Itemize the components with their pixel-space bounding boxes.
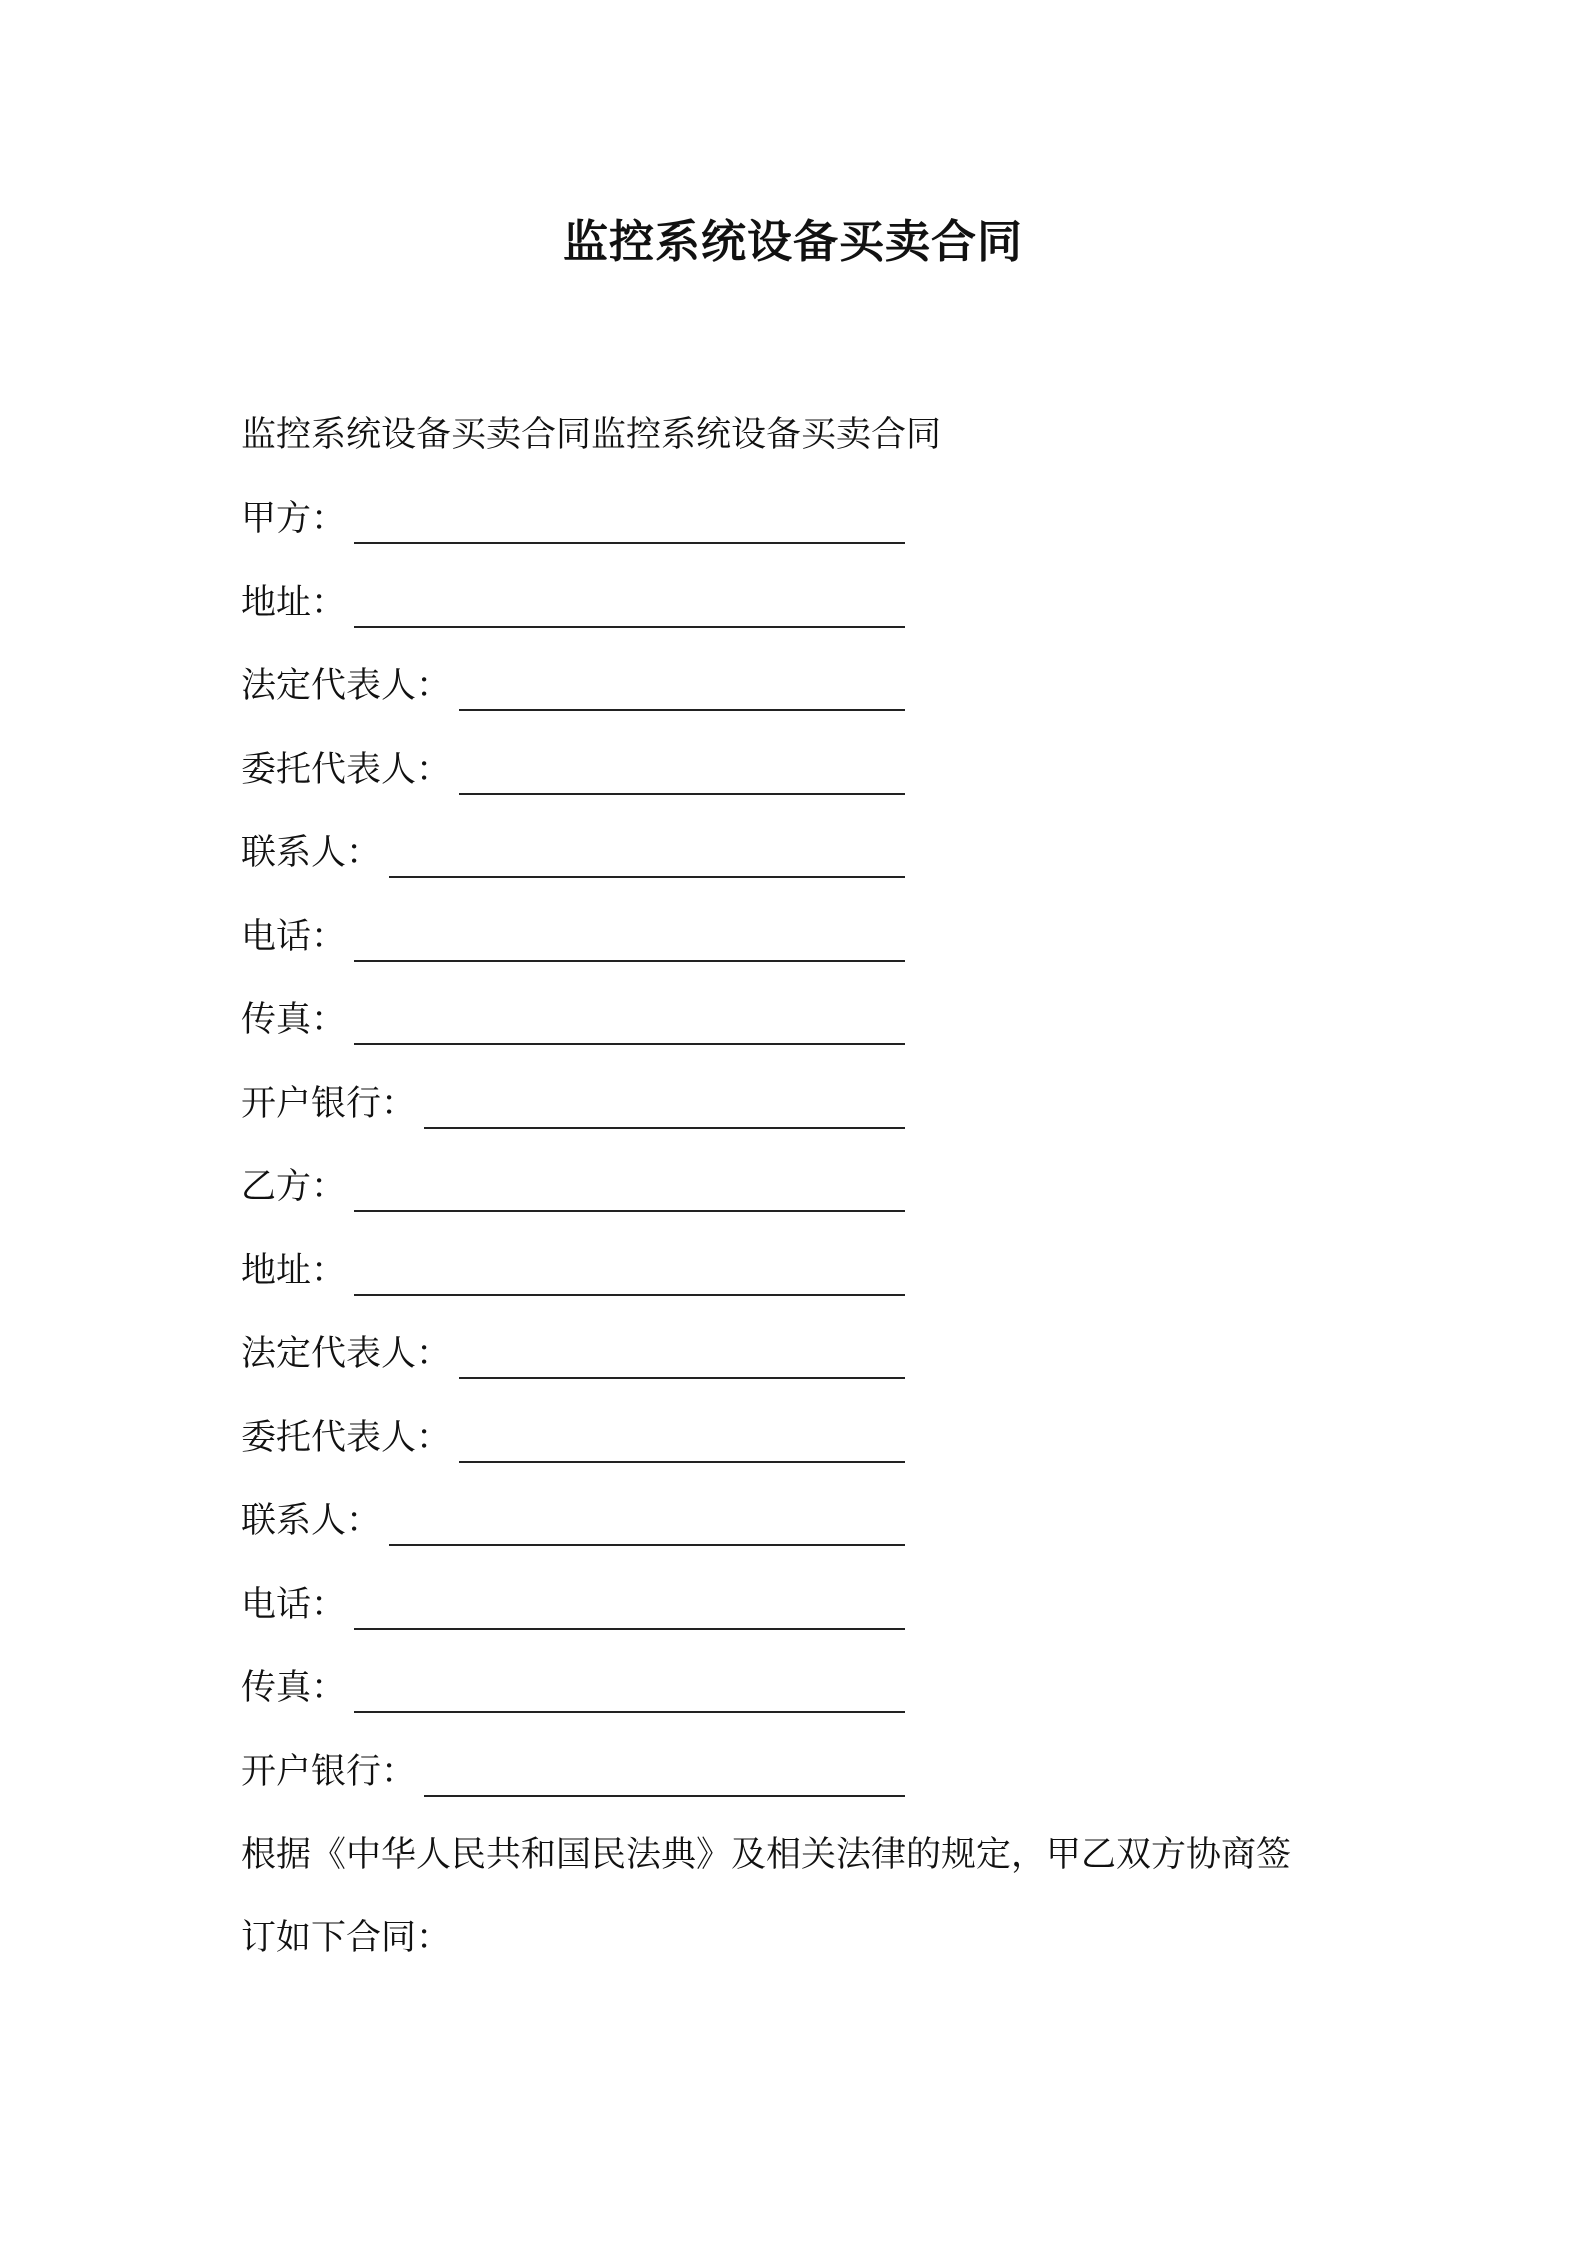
document-subtitle: 监控系统设备买卖合同监控系统设备买卖合同 [241,415,942,455]
field-label: 法定代表人： [241,1334,452,1374]
field-label: 甲方： [241,499,347,539]
document-title: 监控系统设备买卖合同 [562,215,1023,268]
fill-in-blank[interactable] [354,494,905,544]
field-label: 开户银行： [241,1084,417,1124]
fill-in-blank[interactable] [424,1747,905,1797]
fill-in-blank[interactable] [354,578,905,628]
fill-in-blank[interactable] [389,828,905,878]
field-row [241,1079,905,1129]
fill-in-blank[interactable] [354,1663,905,1713]
field-row [241,828,905,878]
preamble-line-1: 根据《中华人民共和国民法典》及相关法律的规定，甲乙双方协商签 [241,1835,1292,1875]
field-label: 委托代表人： [241,750,452,790]
field-row [241,745,905,795]
fill-in-blank[interactable] [354,995,905,1045]
field-row [241,661,905,711]
field-row [241,494,905,544]
fill-in-blank[interactable] [459,1329,905,1379]
field-row [241,1747,905,1797]
field-label: 联系人： [241,833,382,873]
fill-in-blank[interactable] [354,1246,905,1296]
field-row [241,1246,905,1296]
field-label: 地址： [241,1251,347,1291]
field-label: 法定代表人： [241,666,452,706]
field-label: 开户银行： [241,1752,417,1792]
field-label: 传真： [241,1668,347,1708]
field-label: 电话： [241,917,347,957]
fill-in-blank[interactable] [389,1496,905,1546]
preamble-line-2: 订如下合同： [241,1918,452,1958]
field-label: 传真： [241,1000,347,1040]
field-row [241,995,905,1045]
field-label: 乙方： [241,1167,347,1207]
fill-in-blank[interactable] [459,1413,905,1463]
fill-in-blank[interactable] [459,745,905,795]
fill-in-blank[interactable] [354,912,905,962]
field-row [241,1329,905,1379]
field-label: 委托代表人： [241,1418,452,1458]
field-label: 地址： [241,583,347,623]
field-row [241,1162,905,1212]
field-label: 电话： [241,1585,347,1625]
fill-in-blank[interactable] [354,1580,905,1630]
field-row [241,1496,905,1546]
field-label: 联系人： [241,1501,382,1541]
fill-in-blank[interactable] [459,661,905,711]
fill-in-blank[interactable] [354,1162,905,1212]
field-row [241,578,905,628]
fill-in-blank[interactable] [424,1079,905,1129]
field-row [241,1413,905,1463]
field-row [241,1663,905,1713]
field-row [241,1580,905,1630]
field-row [241,912,905,962]
